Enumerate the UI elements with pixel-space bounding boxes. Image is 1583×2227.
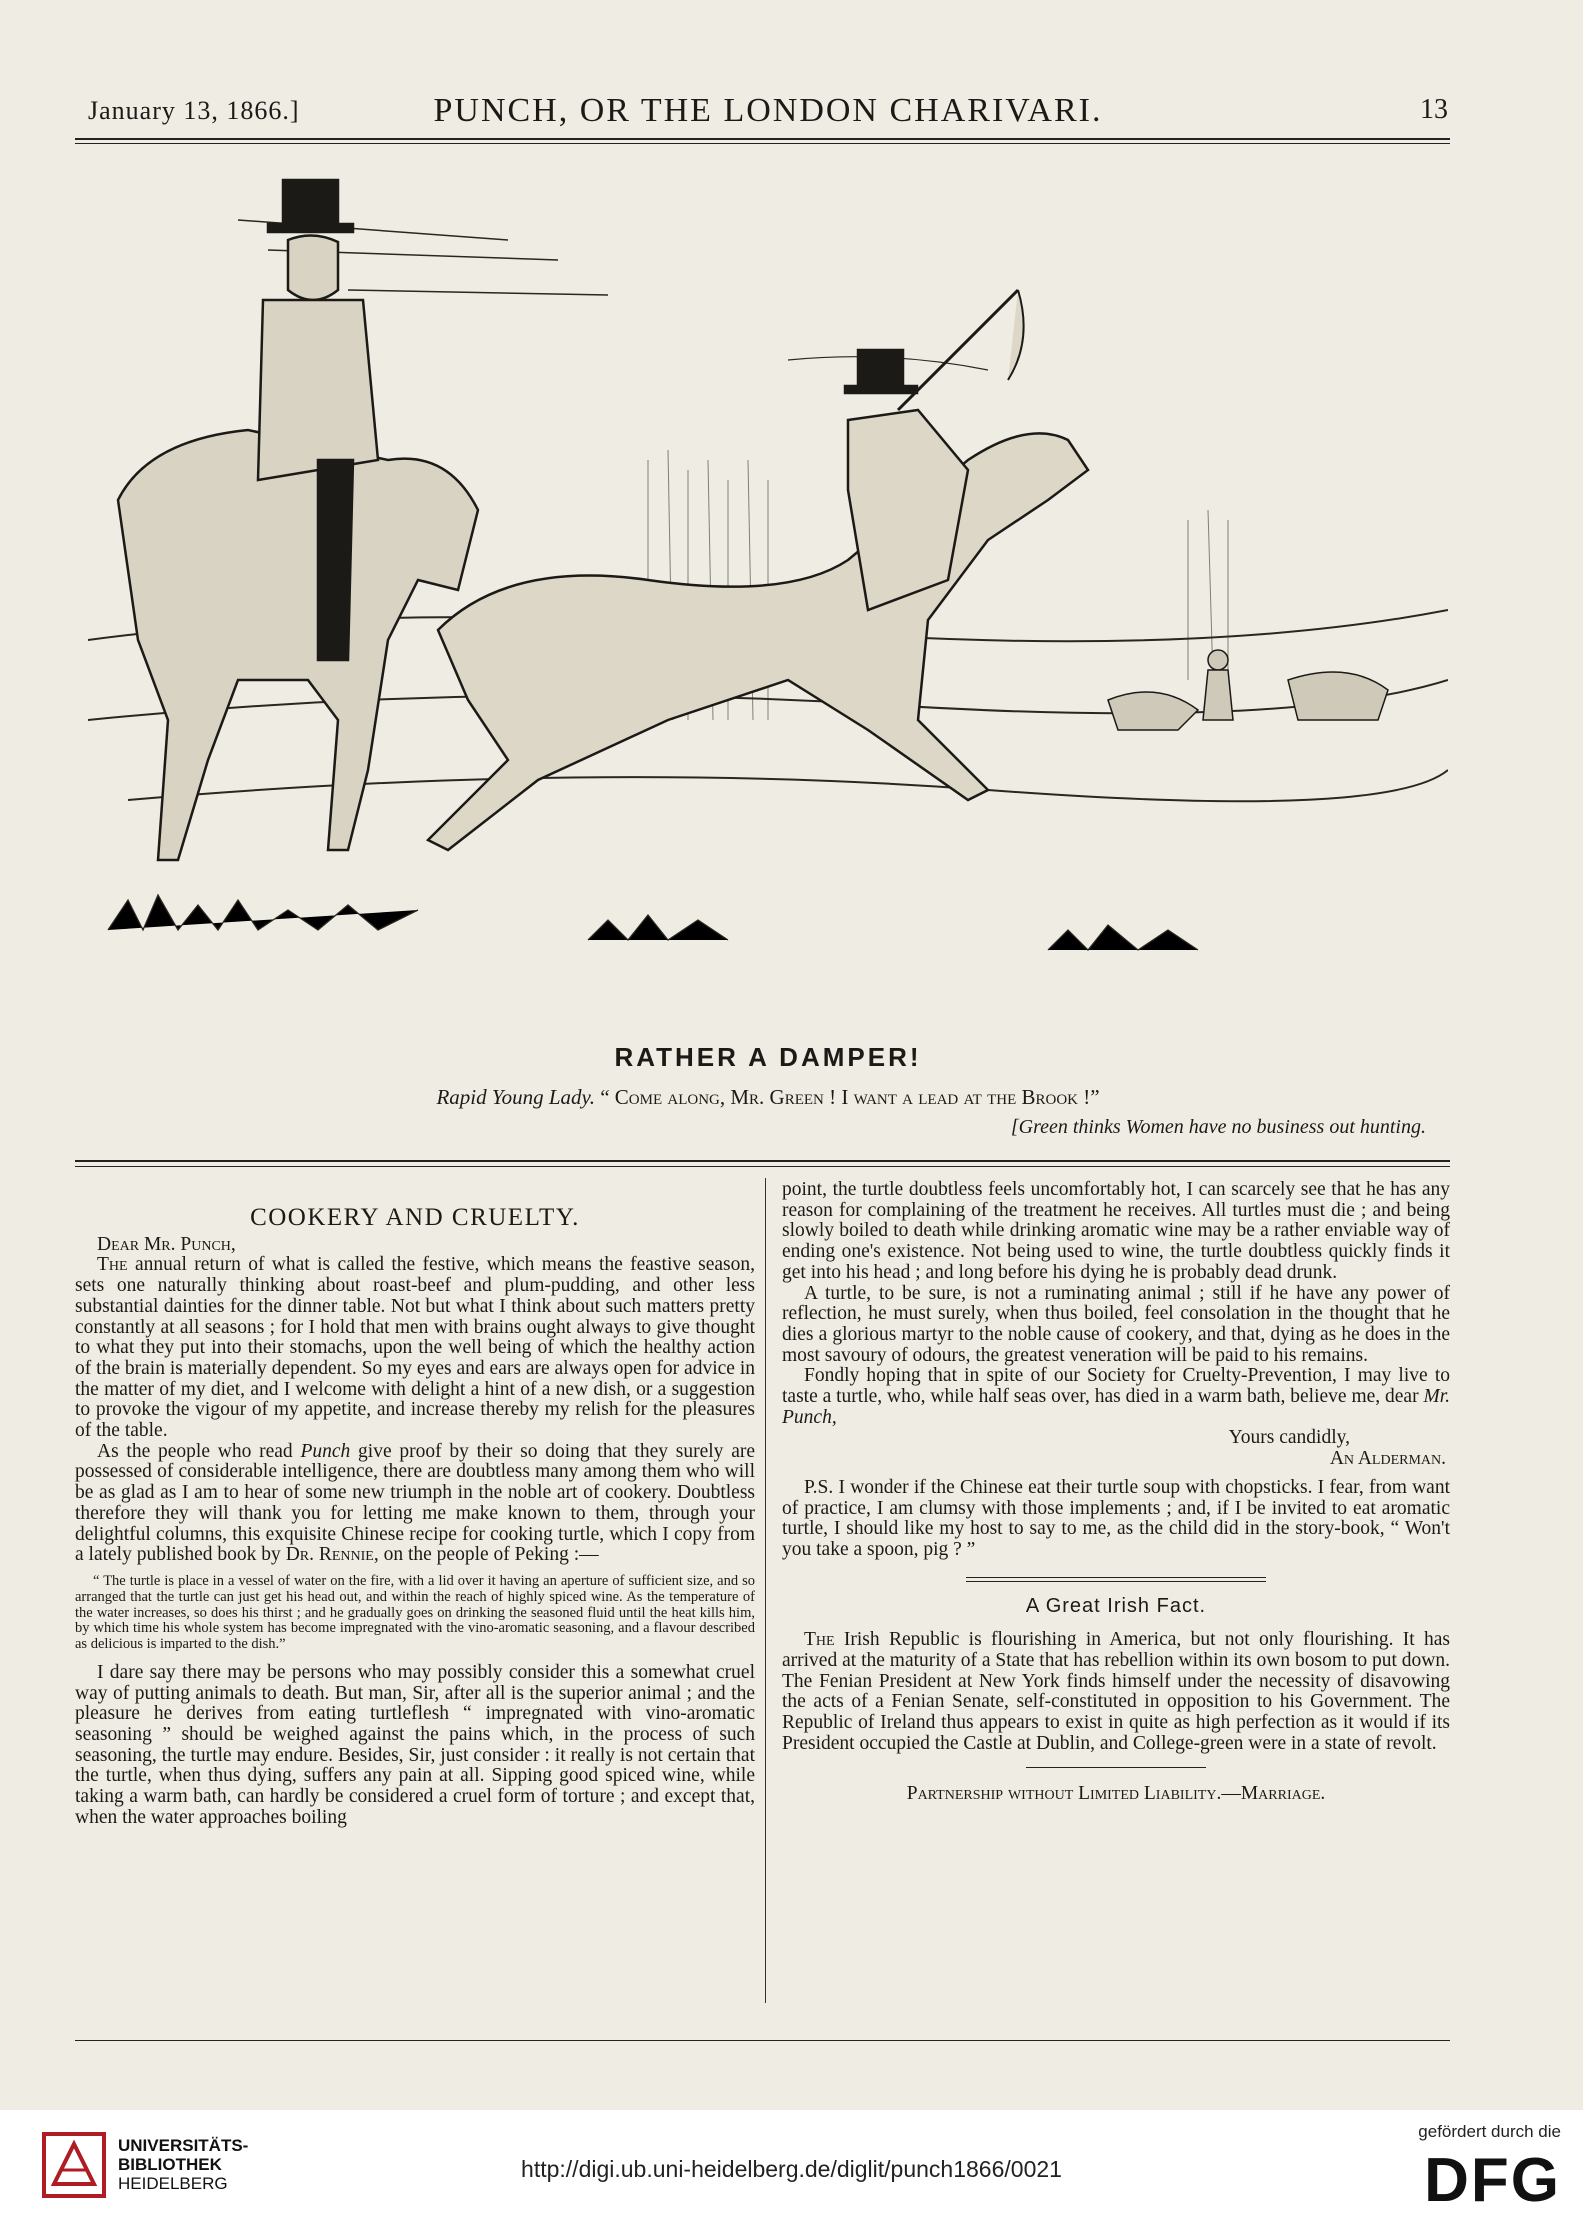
article-title: COOKERY AND CRUELTY. (250, 1204, 580, 1231)
punch-address: Mr. Punch, (782, 1386, 1450, 1428)
cartoon-note: [Green thinks Women have no business out hunting. (1010, 1116, 1426, 1138)
cartoon-speech: “ Come along, Mr. Green ! I want a lead at the Brook !” (600, 1085, 1100, 1109)
article-postscript: P.S. I wonder if the Chinese eat their turtle soup with chopsticks. I fear, from want of practice, I am clumsy with those implements ; and, if I be invited to eat aromatic turtle, I should like my host to say to me, as the child did in the story-book, “ Won't you take a spoon, pig ? ” (782, 1476, 1450, 1560)
irish-article-text: Irish Republic is flourishing in America, but not only flourishing. It has arrived at the maturity of a State that has rebellion within its own bosom to put down. The Fenian President at New York finds himself under the necessity of disavowing the acts of a Fenian Senate, self-constituted in opposition to his Government. The Republic of Ireland thus appears to exist in quite as high perfection as it would if its President occupied the Castle at Dublin, and College-green were in a state of revolt. (782, 1629, 1450, 1754)
irish-lead-word: The (804, 1629, 835, 1651)
marriage-joke: Partnership without Limited Liability.—Marriage. (906, 1782, 1326, 1804)
article-paragraph-3: I dare say there may be persons who may possibly consider this a somewhat cruel way of putting animals to death. But man, Sir, after all is the superior animal ; and the pleasure he derives from eating turtleflesh “ impregnated with vino-aromatic seasoning ” should be weighed against the pains which, in the process of such seasoning, the turtle may endure. Besides, Sir, just consider : it really is not certain that the turtle, when thus dying, suffers any pain at all. Sipping good spiced wine, while taking a warm bath, can hardly be considered a cruel form of torture ; and except that, when the water approaches boiling (75, 1661, 755, 1828)
header-rule-bottom (75, 143, 1450, 144)
page-number: 13 (1420, 94, 1448, 125)
page-header (88, 92, 1448, 132)
article-paragraph-2 (75, 1442, 755, 1566)
article-paragraph-4: point, the turtle doubtless feels uncomfortably hot, I can scarcely see that he has any reason for complaining of the treatment he receives. All turtles must die ; and being slowly boiled to death while drinking aromatic wine may be a rather enviable way of ending one's existence. Not being used to wine, the turtle doubtless quickly finds it get into his head ; and long before his dying he is probably dead drunk. (782, 1179, 1450, 1283)
library-line-3: HEIDELBERG (118, 2174, 228, 2193)
article-paragraph-1 (75, 1255, 755, 1441)
right-rider (428, 290, 1088, 850)
page-bottom-rule (75, 2040, 1450, 2041)
cartoon-caption (88, 1085, 1448, 1110)
article-signature: An Alderman. (1329, 1448, 1446, 1470)
article-closing: Yours candidly, (1228, 1427, 1350, 1449)
source-url-link[interactable]: http://digi.ub.uni-heidelberg.de/diglit/punch1866/0021 (521, 2156, 1062, 2182)
issue-date: January 13, 1866.] (88, 96, 300, 125)
header-rule-top (75, 138, 1450, 140)
article-paragraph-2-text-b: give proof by their so doing that they surely are possessed of considerable intelligence, there are doubtless many among them who will be as glad as I am to hear of some new triumph in the noble art of cookery. Doubtless therefore they will thank you for letting me make known to them, through your delightful columns, this exquisite Chinese recipe for cooking turtle, which I copy from a lately published book by (75, 1440, 755, 1566)
dfg-logo: DFG (1424, 2146, 1561, 2215)
article-paragraph-6 (782, 1366, 1450, 1428)
left-column (75, 1200, 755, 1829)
background-figures (1108, 650, 1388, 730)
punch-reference: Punch (300, 1440, 351, 1462)
section-rule-bottom (75, 1166, 1450, 1167)
author-reference: Dr. Rennie (285, 1544, 374, 1566)
irish-article-body (782, 1630, 1450, 1754)
funding-label: gefördert durch die (1418, 2122, 1561, 2141)
library-line-1: UNIVERSITÄTS- (118, 2136, 249, 2155)
cartoon-title: RATHER A DAMPER! (614, 1042, 922, 1072)
section-rule-top (75, 1160, 1450, 1162)
right-column (782, 1180, 1450, 1804)
article-paragraph-1-text: annual return of what is called the festive, which means the feastive season, sets one naturally thinking about roast-beef and plum-pudding, and other less substantial dainties for the dinner table. Not but what I think about such matters pretty constantly at all seasons ; for I hold that men with brains ought always to give thought to what they put into their stomachs, upon the well being of which the healthy action of the brain is materially dependent. So my eyes and ears are always open for advice in the matter of my diet, and I welcome with delight a hint of a new dish, or a suggestion to provoke the vigour of my appetite, and increase thereby my relish for the pleasures of the table. (75, 1254, 755, 1442)
article-paragraph-6-text: Fondly hoping that in spite of our Society for Cruelty-Prevention, I may live to taste a turtle, who, while half seas over, has died in a warm bath, believe me, dear (782, 1365, 1450, 1408)
section-separator (966, 1577, 1266, 1582)
left-rider (118, 180, 478, 860)
digitization-footer (0, 2110, 1583, 2227)
article-paragraph-2-text-a: As the people who read (97, 1440, 301, 1462)
library-line-2: BIBLIOTHEK (118, 2155, 222, 2174)
article-salutation: Dear Mr. Punch, (97, 1233, 236, 1255)
irish-article-title: A Great Irish Fact. (1025, 1594, 1207, 1617)
cartoon-speaker: Rapid Young Lady. (436, 1085, 595, 1109)
recipe-quote: “ The turtle is place in a vessel of water on the fire, with a lid over it having an aperture of sufficient size, and so arranged that the turtle can just get his head out, and within the reach of highly spiced wine. As the temperature of the water increases, so does his thirst ; and he gradually goes on drinking the seasoned fluid until the heat kills him, by which time his whole system has become impregnated with the vino-aromatic seasoning, and a flavour described as delicious is imparted to the dish.” (75, 1572, 755, 1653)
cartoon-illustration (88, 160, 1448, 1040)
joke-separator (1026, 1767, 1206, 1768)
article-lead-word: The (97, 1254, 128, 1276)
article-paragraph-5: A turtle, to be sure, is not a ruminating animal ; still if he have any power of reflection, he must surely, when thus boiled, feel consolation in the thought that he dies a glorious martyr to the noble cause of cookery, and that, dying as he does in the most savoury of odours, the greatest veneration will be paid to his remains. (782, 1282, 1450, 1366)
masthead-title: PUNCH, OR THE LONDON CHARIVARI. (433, 92, 1103, 129)
article-paragraph-2-text-c: , on the people of Peking :— (373, 1544, 599, 1566)
column-divider (765, 1178, 766, 2003)
